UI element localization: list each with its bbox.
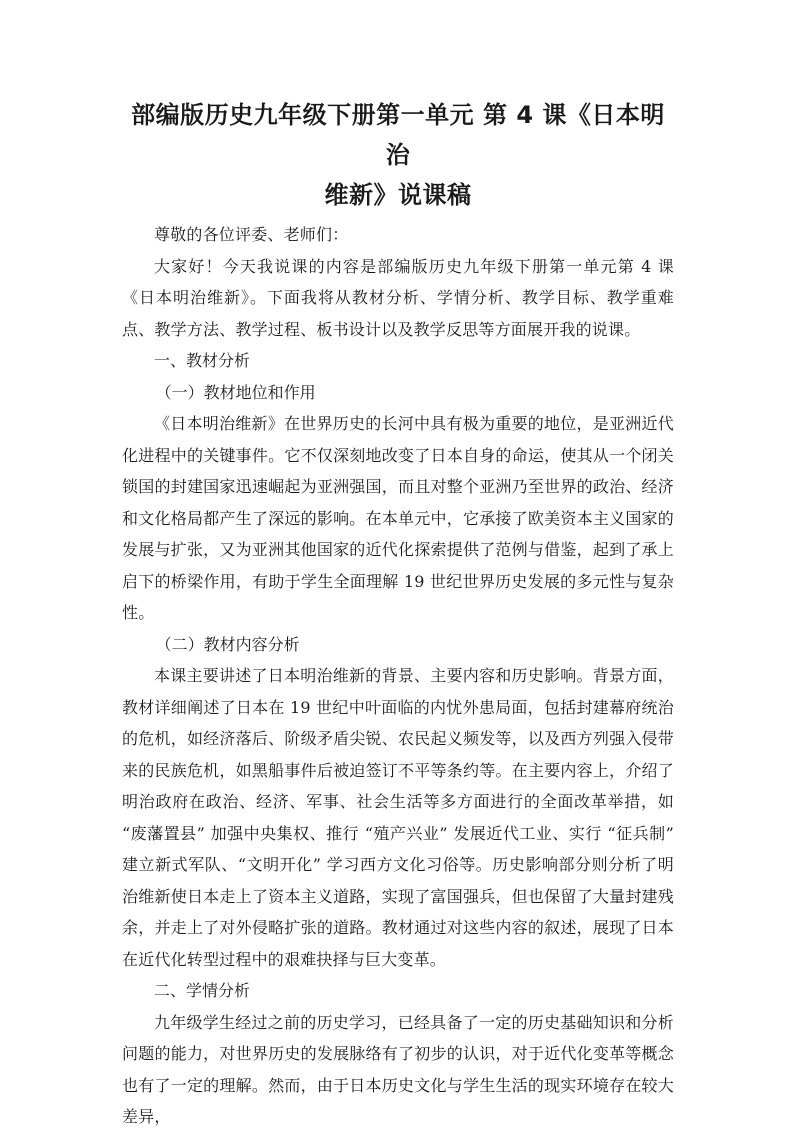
document-page — [122, 95, 674, 1133]
title-line-2: 维新》说课稿 — [324, 181, 472, 209]
subsection-heading-content-analysis: （二）教材内容分析 — [155, 634, 300, 654]
student-analysis-paragraph: 九年级学生经过之前的历史学习，已经具备了一定的历史基础知识和分析问题的能力，对世界历史的发展脉络有了初步的认识，对于近代化变革等概念也有了一定的理解。然而，由于日本历史文化与学生生活的现实环境存在较大差异， — [122, 1012, 674, 1126]
subsection-heading-status-role: （一）教材地位和作用 — [155, 382, 316, 402]
greeting-paragraph: 尊敬的各位评委、老师们： — [154, 225, 349, 244]
content-analysis-paragraph: 本课主要讲述了日本明治维新的背景、主要内容和历史影响。背景方面，教材详细阐述了日本在 19 世纪中叶面临的内忧外患局面，包括封建幕府统治的危机，如经济落后、阶级矛盾尖锐、农民起义频发等，以及西方列强入侵带来的民族危机，如黑船事件后被迫签订不平等条约等。在主要内容上，介绍了明治政府在政治、经济、军事、社会生活等多方面进行的全面改革举措，如 “废藩置县” 加强中央集权、推行 “殖产兴业” 发展近代工业、实行 “征兵制” 建立新式军队、“文明开化” 学习西方文化习俗等。历史影响部分则分析了明治维新使日本走上了资本主义道路，实现了富国强兵，但也保留了大量封建残余，并走上了对外侵略扩张的道路。教材通过对这些内容的叙述，展现了日本在近代化转型过程中的艰难抉择与巨大变革。 — [122, 666, 674, 969]
intro-paragraph: 大家好！今天我说课的内容是部编版历史九年级下册第一单元第 4 课《日本明治维新》。下面我将从教材分析、学情分析、教学目标、教学重难点、教学方法、教学过程、板书设计以及教学反思等方面展开我的说课。 — [122, 256, 674, 339]
document-title — [122, 95, 674, 215]
title-line-1: 部编版历史九年级下册第一单元 第 4 课《日本明治 — [131, 101, 665, 169]
status-role-paragraph: 《日本明治维新》在世界历史的长河中具有极为重要的地位，是亚洲近代化进程中的关键事件。它不仅深刻地改变了日本自身的命运，使其从一个闭关锁国的封建国家迅速崛起为亚洲强国，而且对整个亚洲乃至世界的政治、经济和文化格局都产生了深远的影响。在本单元中，它承接了欧美资本主义国家的发展与扩张，又为亚洲其他国家的近代化探索提供了范例与借鉴，起到了承上启下的桥梁作用，有助于学生全面理解 19 世纪世界历史发展的多元性与复杂性。 — [122, 414, 674, 622]
section-heading-textbook-analysis: 一、教材分析 — [154, 351, 251, 370]
section-heading-student-analysis: 二、学情分析 — [154, 981, 251, 1000]
